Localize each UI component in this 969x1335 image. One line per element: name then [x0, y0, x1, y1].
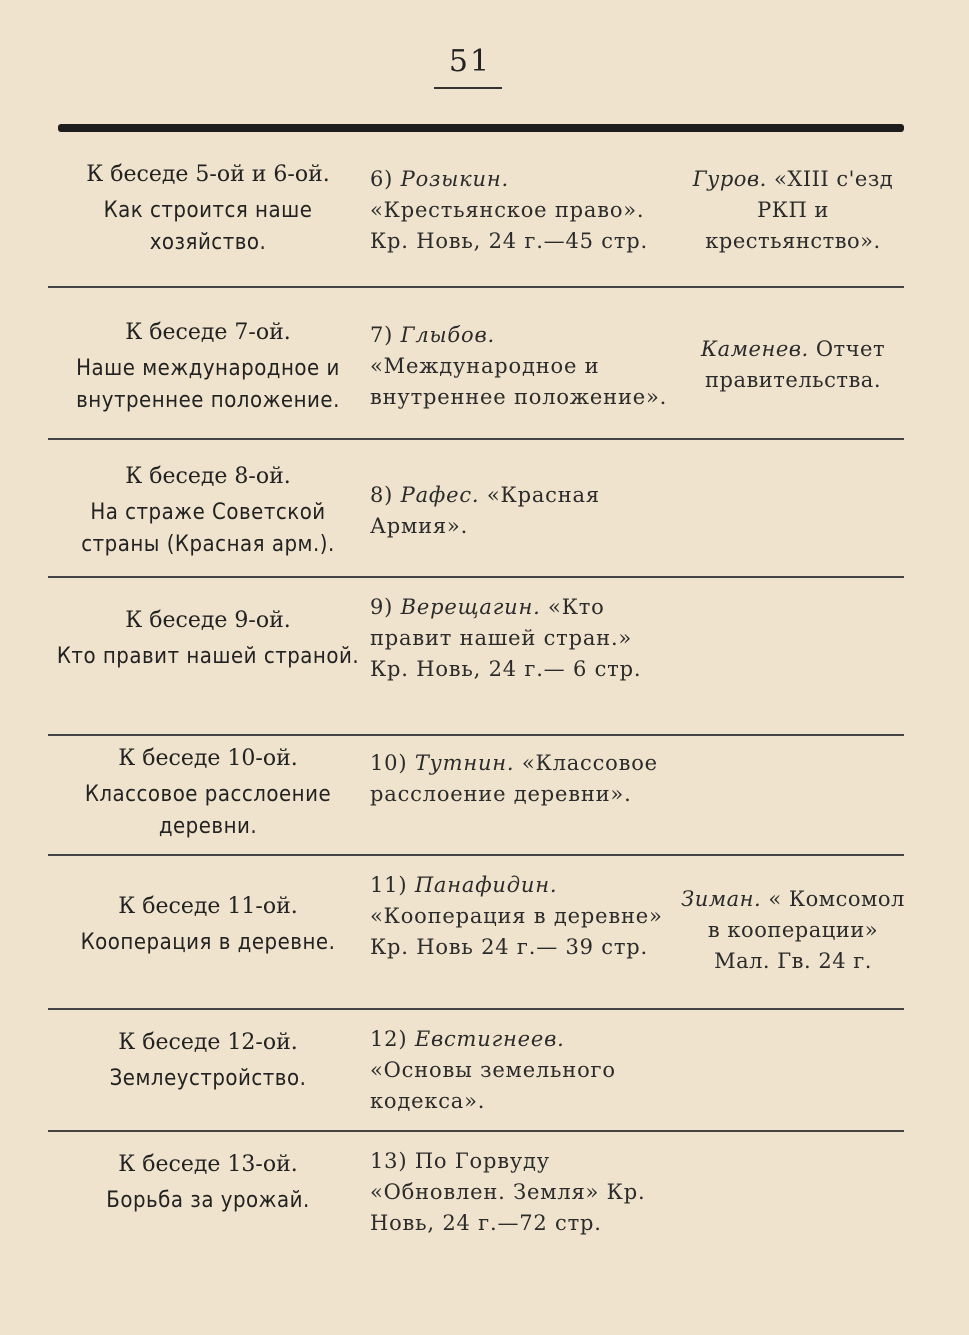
topic-title: Наше международное и внутреннее положение.	[76, 356, 340, 413]
topic-title: Землеустройство.	[109, 1066, 307, 1091]
reference	[370, 592, 670, 685]
ref-number: 11)	[370, 873, 408, 897]
ref-author: Панафидин.	[414, 873, 558, 897]
reference	[370, 164, 670, 257]
ref-text: «Красная Армия».	[370, 483, 600, 538]
ref-number: 7)	[370, 323, 394, 347]
ref-text: «Кооперация в деревне» Кр. Новь 24 г.— 39 стр.	[370, 904, 663, 959]
topic-title: На страже Советской страны (Красная арм.).	[81, 500, 335, 557]
ref-author: Евстигнеев.	[414, 1027, 565, 1051]
ref-number: 8)	[370, 483, 394, 507]
extra-text: « Комсомол в кооперации» Мал. Гв. 24 г.	[707, 887, 905, 973]
topic-title: Борьба за урожай.	[106, 1188, 310, 1213]
conversation-label: К беседе 12-ой.	[118, 1030, 298, 1055]
page-number-rule	[434, 87, 502, 89]
extra-reference	[678, 884, 908, 977]
table-row	[48, 288, 904, 440]
reference	[370, 1146, 670, 1239]
reference	[370, 480, 670, 542]
table-row	[48, 134, 904, 288]
reference	[370, 1024, 670, 1117]
ref-number: 12)	[370, 1027, 408, 1051]
table-row	[48, 578, 904, 736]
table-row	[48, 736, 904, 856]
ref-text: «Международное и внутреннее положение».	[370, 354, 668, 409]
extra-author: Зиман.	[681, 887, 762, 911]
topic-title: Кооперация в деревне.	[80, 930, 336, 955]
conversation-label: К беседе 10-ой.	[118, 746, 298, 771]
table-row	[48, 440, 904, 578]
ref-text: «Основы земельного кодекса».	[370, 1058, 616, 1113]
table-row	[48, 1132, 904, 1282]
ref-text: «Кто правит нашей стран.» Кр. Новь, 24 г.— 6 стр.	[370, 595, 642, 681]
reference	[370, 870, 670, 963]
header-rule	[58, 124, 904, 132]
ref-text: «Классовое расслоение деревни».	[370, 751, 658, 806]
ref-author: Розыкин.	[400, 167, 509, 191]
conversation-label: К беседе 8-ой.	[125, 464, 291, 489]
conversation-label: К беседе 5-ой и 6-ой.	[86, 162, 330, 187]
topic-title: Классовое расслоение деревни.	[84, 782, 332, 839]
ref-author: Рафес.	[400, 483, 480, 507]
topic-title: Как строится наше хозяйство.	[103, 198, 313, 255]
table-row	[48, 856, 904, 1010]
ref-text: По Горвуду «Обновлен. Земля» Кр. Новь, 24 г.—72 стр.	[370, 1149, 646, 1235]
table-row	[48, 1010, 904, 1132]
ref-author: Верещагин.	[400, 595, 541, 619]
ref-author: Глыбов.	[400, 323, 495, 347]
conversation-label: К беседе 9-ой.	[125, 608, 291, 633]
page-number: 51	[448, 44, 492, 79]
extra-text: «XIII с'езд РКП и крестьянство».	[705, 167, 894, 253]
ref-text: «Крестьянское право». Кр. Новь, 24 г.—45 стр.	[370, 198, 648, 253]
conversation-label: К беседе 13-ой.	[118, 1152, 298, 1177]
conversation-label: К беседе 11-ой.	[118, 894, 298, 919]
extra-reference	[678, 164, 908, 257]
ref-number: 13)	[370, 1149, 408, 1173]
extra-author: Гуров.	[692, 167, 767, 191]
reference	[370, 320, 670, 413]
table	[48, 134, 904, 1282]
topic-title: Кто правит нашей страной.	[56, 644, 360, 669]
conversation-label: К беседе 7-ой.	[125, 320, 291, 345]
ref-number: 9)	[370, 595, 394, 619]
ref-number: 6)	[370, 167, 394, 191]
extra-text: Отчет правительства.	[705, 337, 886, 392]
ref-number: 10)	[370, 751, 408, 775]
extra-reference	[678, 334, 908, 396]
reference	[370, 748, 670, 810]
extra-author: Каменев.	[700, 337, 809, 361]
ref-author: Тутнин.	[414, 751, 515, 775]
